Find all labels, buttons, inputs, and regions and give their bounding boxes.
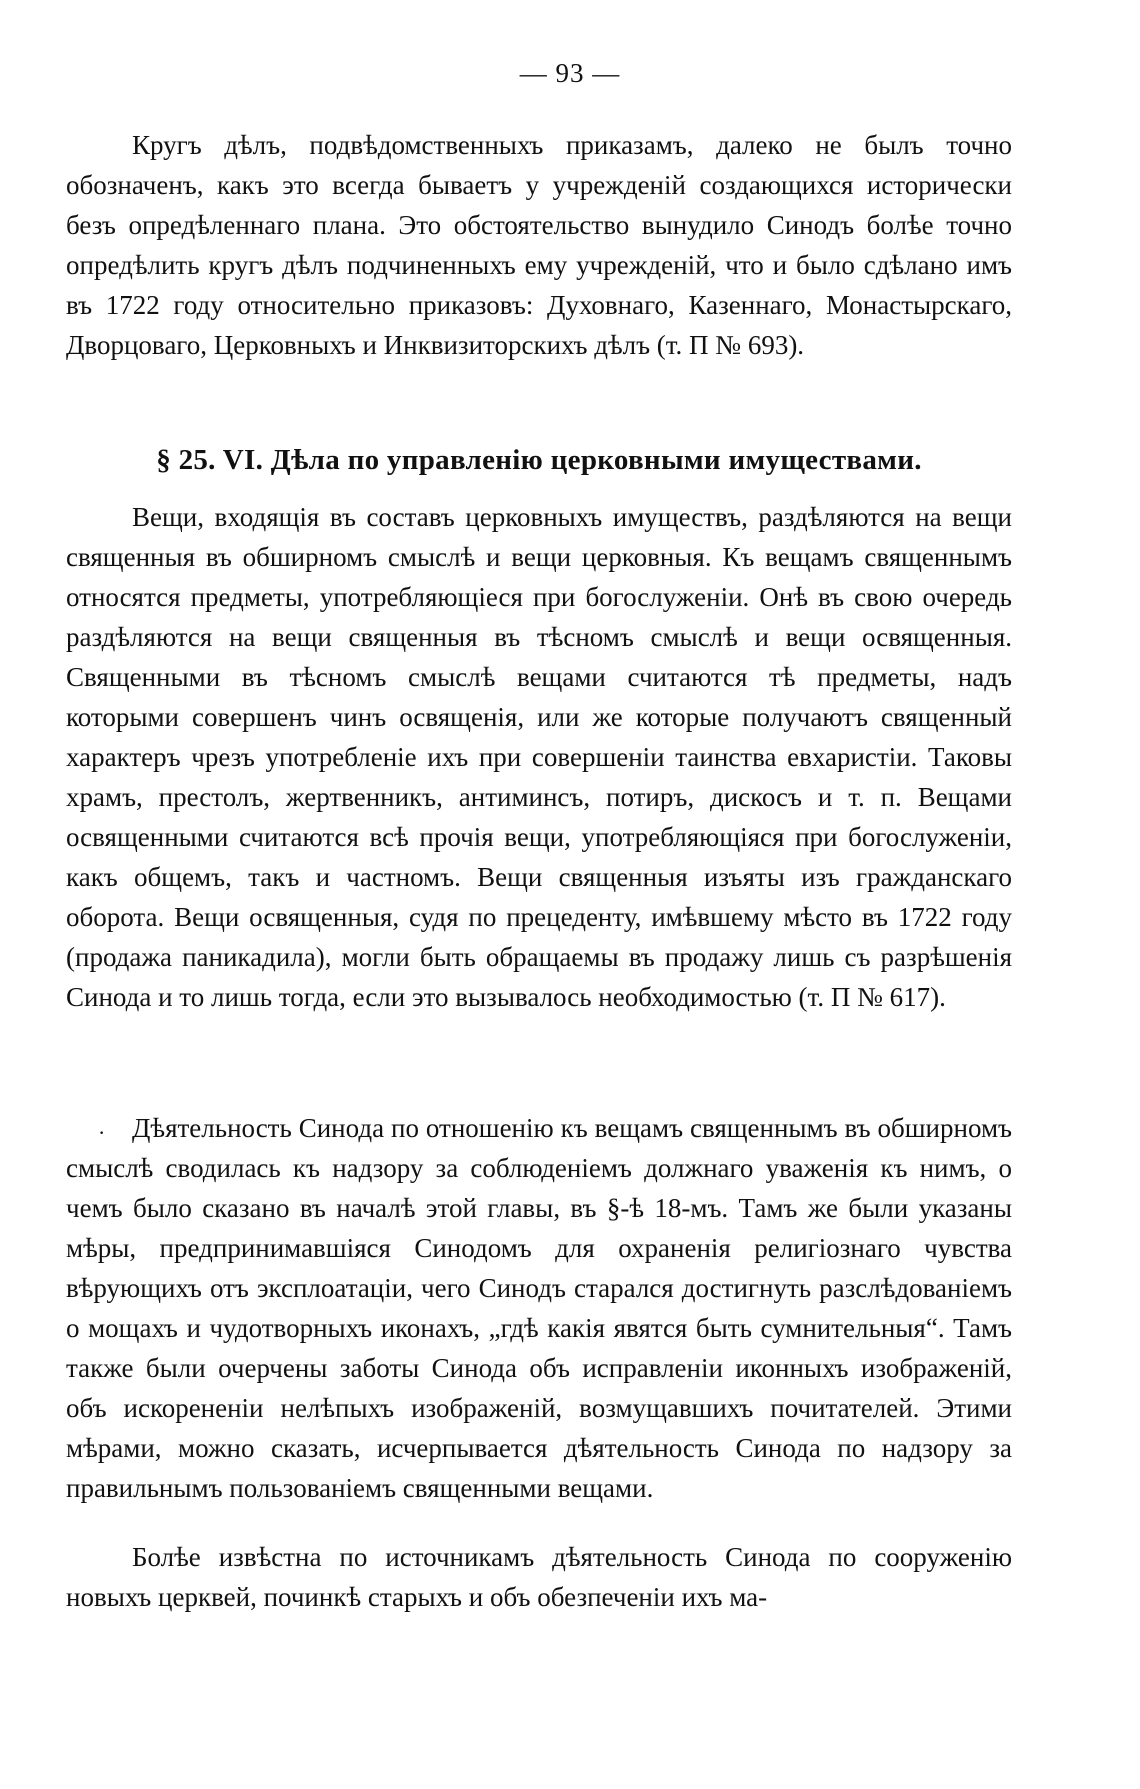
stray-mark: · [98,1120,106,1145]
paragraph-block-1 [66,125,1012,365]
page-number: — 93 — [519,58,621,88]
paragraph: Кругъ дѣлъ, подвѣдомственныхъ приказамъ, далеко не былъ точно обозначенъ, какъ это всегда бываетъ у учрежденій создающихся исторически безъ опредѣленнаго плана. Это обстоятельство вынудило Синодъ болѣе точно опредѣлить кругъ дѣлъ подчиненныхъ ему учрежденій, что и было сдѣлано имъ въ 1722 году относительно приказовъ: Духовнаго, Казеннаго, Монастырскаго, Дворцоваго, Церковныхъ и Инквизиторскихъ дѣлъ (т. П № 693). [66,130,1012,360]
paragraph: Дѣятельность Синода по отношенію къ вещамъ священнымъ въ обширномъ смыслѣ сводилась къ надзору за соблюденіемъ должнаго уваженія къ нимъ, о чемъ было сказано въ началѣ этой главы, въ §-ѣ 18-мъ. Тамъ же были указаны мѣры, предпринимавшіяся Синодомъ для охраненія религіознаго чувства вѣрующихъ отъ эксплоатаціи, чего Синодъ старался достигнуть разслѣдованіемъ о мощахъ и чудотворныхъ иконахъ, „гдѣ какія явятся быть сумнительныя“. Тамъ также были очерчены заботы Синода объ исправленіи иконныхъ изображеній, объ искорененіи нелѣпыхъ изображеній, возмущавшихъ почитателей. Этими мѣрами, можно сказать, исчерпывается дѣятельность Синода по надзору за правильнымъ пользованіемъ священными вещами. [66,1113,1012,1503]
paragraph-block-4 [66,1537,1012,1617]
paragraph: Болѣе извѣстна по источникамъ дѣятельность Синода по сооруженію новыхъ церквей, починкѣ старыхъ и объ обезпеченіи ихъ ма- [66,1542,1012,1612]
section-heading: § 25. VI. Дѣла по управленію церковными имуществами. [156,444,922,476]
paragraph-block-3 [66,1108,1012,1508]
paragraph: Вещи, входящія въ составъ церковныхъ имуществъ, раздѣляются на вещи священныя въ обширномъ смыслѣ и вещи церковныя. Къ вещамъ священнымъ относятся предметы, употребляющіеся при богослуженіи. Онѣ въ свою очередь раздѣляются на вещи священныя въ тѣсномъ смыслѣ и вещи освященныя. Священными въ тѣсномъ смыслѣ вещами считаются тѣ предметы, надъ которыми совершенъ чинъ освященія, или же которые получаютъ священный характеръ чрезъ употребленіе ихъ при совершеніи таинства евхаристіи. Таковы храмъ, престолъ, жертвенникъ, антиминсъ, потиръ, дискосъ и т. п. Вещами освященными считаются всѣ прочія вещи, употребляющіяся при богослуженіи, какъ общемъ, такъ и частномъ. Вещи священныя изъяты изъ гражданскаго оборота. Вещи освященныя, судя по прецеденту, имѣвшему мѣсто въ 1722 году (продажа паникадила), могли быть обращаемы въ продажу лишь съ разрѣшенія Синода и то лишь тогда, если это вызывалось необходимостью (т. П № 617). [66,502,1012,1012]
paragraph-block-2 [66,497,1012,1017]
